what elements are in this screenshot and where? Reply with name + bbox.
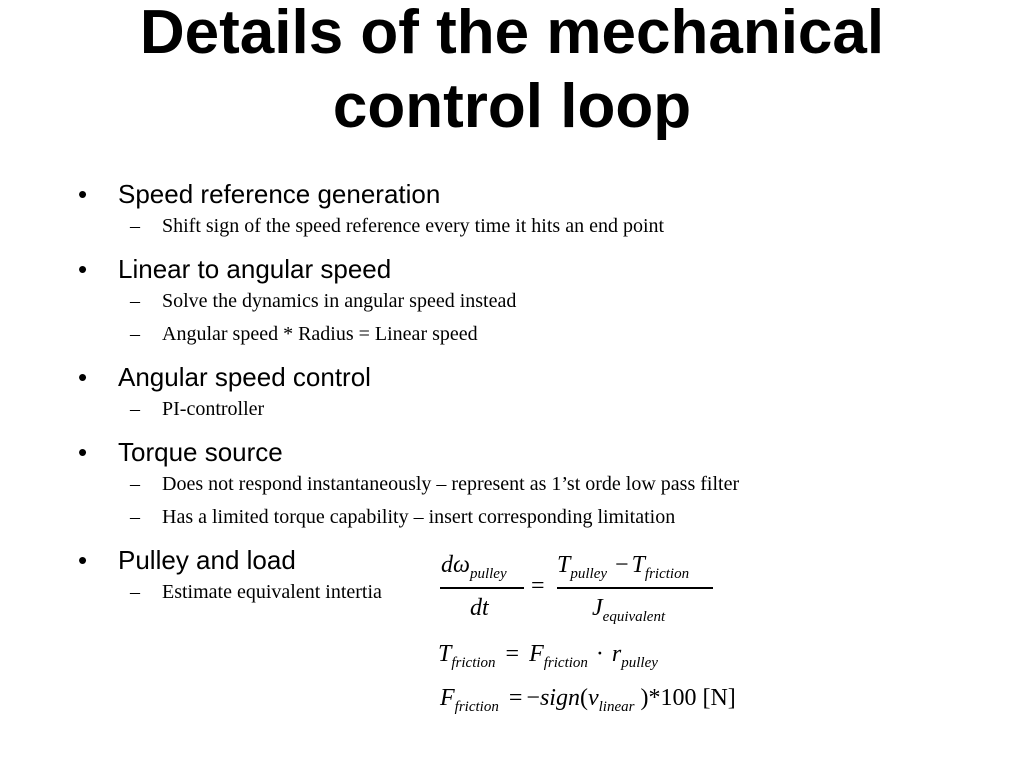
sub-bullet-text: Shift sign of the speed reference every time it hits an end point (162, 215, 665, 237)
sub-bullet-text: Has a limited torque capability – insert corresponding limitation (162, 506, 676, 528)
eq3-equals: = (508, 685, 523, 711)
bullet-text: Angular speed control (118, 362, 371, 392)
sub-bullet-item (78, 212, 978, 245)
slide-title (0, 0, 1024, 144)
eq2-f-subscript: friction (543, 655, 588, 671)
sub-bullet-dash: – (130, 473, 140, 495)
eq3-negative: − (526, 685, 540, 711)
sub-bullet-dash: – (130, 215, 140, 237)
eq1-d-omega-subscript: pulley (469, 566, 507, 582)
eq1-denominator-right (592, 595, 666, 625)
eq2-t-subscript: friction (451, 655, 496, 671)
eq1-d-omega: dω (441, 552, 470, 578)
eq3-constant-and-unit: *100 [N] (648, 685, 736, 711)
bullet-item (78, 542, 978, 578)
eq2-r-subscript: pulley (621, 655, 658, 671)
bullet-item (78, 251, 978, 287)
bullet-item (78, 176, 978, 212)
bullet-item (78, 434, 978, 470)
sub-bullet-text: Solve the dynamics in angular speed instead (162, 290, 517, 312)
eq1-j: J (592, 595, 603, 621)
eq3-f-subscript: friction (454, 699, 499, 715)
eq3-sign-function: sign (539, 685, 580, 711)
eq3-v-subscript: linear (598, 699, 635, 715)
eq3-open-paren: ( (579, 685, 588, 711)
eq1-equals: = (531, 573, 545, 599)
sub-bullet-dash: – (130, 398, 140, 420)
bullet-dot: • (78, 179, 88, 209)
eq1-t-pulley-subscript: pulley (570, 566, 608, 582)
eq1-numerator-right (557, 552, 690, 582)
sub-bullet-text: PI-controller (162, 398, 265, 420)
slide-title-line-1: Details of the mechanical (139, 0, 885, 67)
sub-bullet-dash: – (130, 323, 140, 345)
eq1-minus: − (615, 552, 629, 578)
bullet-dot: • (78, 254, 88, 284)
sub-bullet-item (78, 578, 978, 611)
sub-bullet-item (78, 503, 978, 536)
bullet-text: Torque source (118, 437, 283, 467)
eq2-dot: · (595, 641, 604, 667)
eq2-t: T (438, 641, 452, 667)
equation-friction-force (440, 685, 736, 715)
equation-friction-torque (438, 641, 658, 671)
bullet-dot: • (78, 437, 88, 467)
eq1-numerator-left (441, 552, 507, 582)
eq1-t-friction-subscript: friction (644, 566, 690, 582)
bullet-text: Speed reference generation (118, 179, 441, 209)
eq1-fraction-bar-left (440, 587, 524, 589)
sub-bullet-item (78, 320, 978, 353)
sub-bullet-text: Estimate equivalent intertia (162, 581, 382, 603)
sub-bullet-dash: – (130, 506, 140, 528)
sub-bullet-dash: – (130, 581, 140, 603)
eq3-v: v (587, 685, 599, 711)
bullet-text: Pulley and load (118, 545, 296, 575)
bullet-list (78, 176, 978, 611)
eq1-t-pulley: T (557, 552, 571, 578)
sub-bullet-item (78, 287, 978, 320)
eq1-fraction-bar-right (557, 587, 713, 589)
eq2-r: r (611, 641, 622, 667)
eq1-t-friction: T (631, 552, 645, 578)
sub-bullet-item (78, 470, 978, 503)
bullet-item (78, 359, 978, 395)
eq3-f: F (440, 685, 455, 711)
eq3-close-paren: ) (640, 685, 649, 711)
eq1-denominator-left: dt (470, 595, 489, 621)
bullet-text: Linear to angular speed (118, 254, 392, 284)
sub-bullet-text: Does not respond instantaneously – represent as 1’st orde low pass filter (162, 473, 740, 495)
eq1-j-subscript: equivalent (602, 609, 666, 625)
bullet-dot: • (78, 362, 88, 392)
bullet-dot: • (78, 545, 88, 575)
eq2-f: F (529, 641, 544, 667)
slide-title-line-2: control loop (332, 72, 692, 141)
sub-bullet-item (78, 395, 978, 428)
eq2-equals: = (505, 641, 520, 667)
sub-bullet-dash: – (130, 290, 140, 312)
sub-bullet-text: Angular speed * Radius = Linear speed (162, 323, 478, 345)
